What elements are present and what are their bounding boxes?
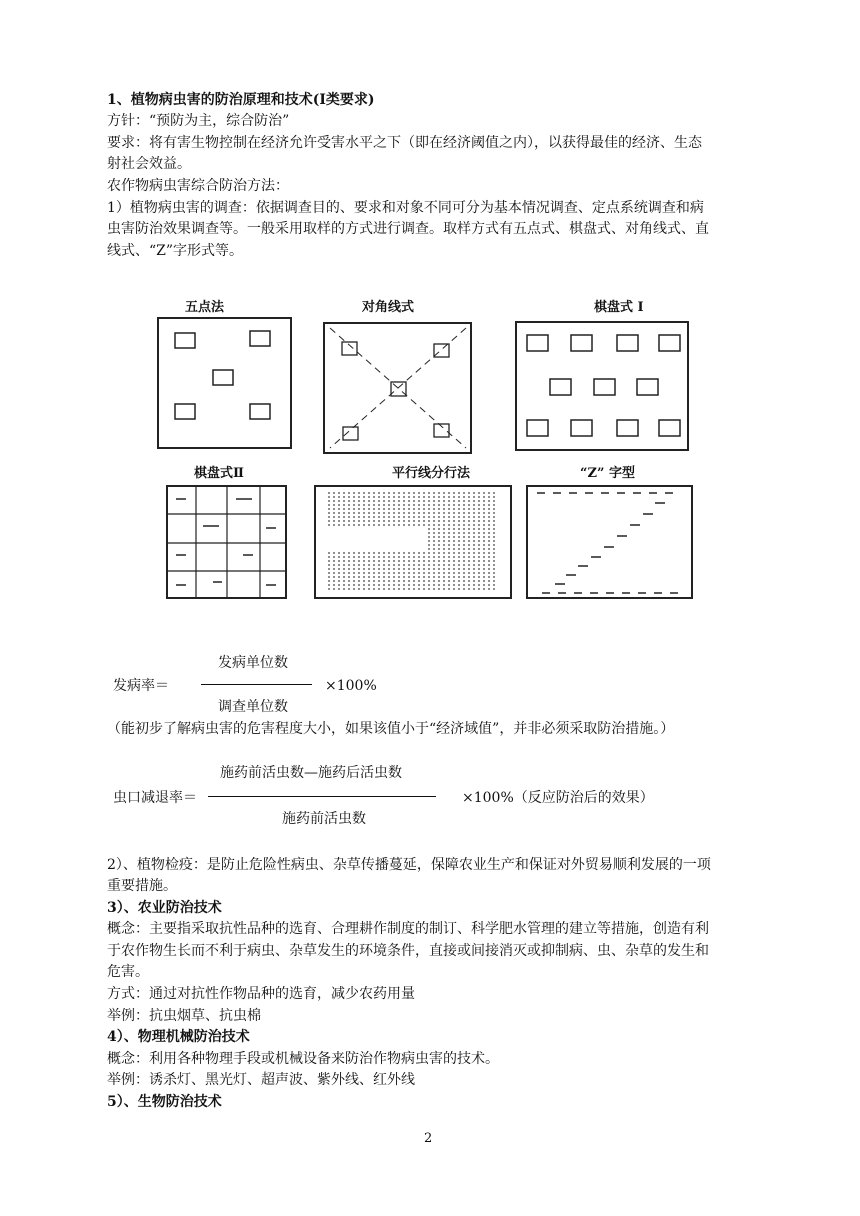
formula2-numerator: 施药前活虫数—施药后活虫数 <box>220 765 402 781</box>
parallel-title: 平行线分行法 <box>392 466 471 481</box>
formula1-label: 发病率＝ <box>113 678 169 694</box>
diagonal-title: 对角线式 <box>362 300 415 315</box>
five-point-title: 五点法 <box>185 300 225 315</box>
formula2-factor: ×100%（反应防治后的效果） <box>462 790 654 806</box>
phys-concept: 概念：利用各种物理手段或机械设备来防治作物病虫害的技术。 <box>107 1051 499 1067</box>
formula2-denominator: 施药前活虫数 <box>282 811 366 827</box>
agri-example: 举例：抗虫烟草、抗虫棉 <box>107 1008 261 1024</box>
survey-line-2: 虫害防治效果调查等。一般采用取样的方式进行调查。取样方式有五点式、棋盘式、对角线式、直 <box>107 221 709 237</box>
phys-example: 举例：诱杀灯、黑光灯、超声波、紫外线、红外线 <box>107 1072 415 1088</box>
phys-title: 4）、物理机械防治技术 <box>107 1029 250 1045</box>
formula1-denominator: 调查单位数 <box>218 699 288 715</box>
bio-title: 5）、生物防治技术 <box>107 1094 222 1110</box>
five-point-field <box>158 318 291 448</box>
requirement-line-1: 要求：将有害生物控制在经济允许受害水平之下（即在经济阈值之内），以获得最佳的经济、生态 <box>107 135 702 151</box>
formula1-factor: ×100% <box>325 678 377 694</box>
policy-line: 方针：“预防为主，综合防治” <box>107 113 290 129</box>
agri-concept-1: 概念：主要指采取抗性品种的选育、合理耕作制度的制订、科学肥水管理的建立等措施，创造有利 <box>107 921 709 937</box>
formula1-numerator: 发病单位数 <box>218 655 288 671</box>
checker1-field <box>516 322 688 450</box>
agri-concept-3: 危害。 <box>107 964 149 980</box>
section-heading: 1、植物病虫害的防治原理和技术(I类要求) <box>107 92 375 108</box>
formula2-label: 虫口减退率＝ <box>113 790 197 806</box>
zshape-title: “Z” 字型 <box>580 466 635 481</box>
checker1-title: 棋盘式 I <box>594 300 644 315</box>
agri-concept-2: 于农作物生长而不利于病虫、杂草发生的环境条件，直接或间接消灭或抑制病、虫、杂草的发生和 <box>107 943 709 959</box>
agri-method: 方式：通过对抗性作物品种的选育，减少农药用量 <box>107 986 415 1002</box>
page-number: 2 <box>424 1131 433 1146</box>
survey-line-1: 1）植物病虫害的调查：依据调查目的、要求和对象不同可分为基本情况调查、定点系统调查和病 <box>107 200 704 216</box>
formula1-fraction-bar <box>201 684 312 685</box>
zshape-field <box>527 486 692 598</box>
agri-title: 3）、农业防治技术 <box>107 900 222 916</box>
checker2-title: 棋盘式Ⅱ <box>194 466 244 481</box>
methods-intro: 农作物病虫害综合防治方法： <box>107 178 289 194</box>
quarantine-line-1: 2）、植物检疫：是防止危险性病虫、杂草传播蔓延，保障农业生产和保证对外贸易顺利发展的一项 <box>107 857 711 873</box>
formula1-note: （能初步了解病虫害的危害程度大小，如果该值小于“经济域值”，并非必须采取防治措施。） <box>107 721 675 737</box>
requirement-line-2: 射社会效益。 <box>107 156 191 172</box>
survey-line-3: 线式、“Z”字形式等。 <box>107 243 244 259</box>
formula2-fraction-bar <box>208 796 436 797</box>
quarantine-line-2: 重要措施。 <box>107 878 177 894</box>
